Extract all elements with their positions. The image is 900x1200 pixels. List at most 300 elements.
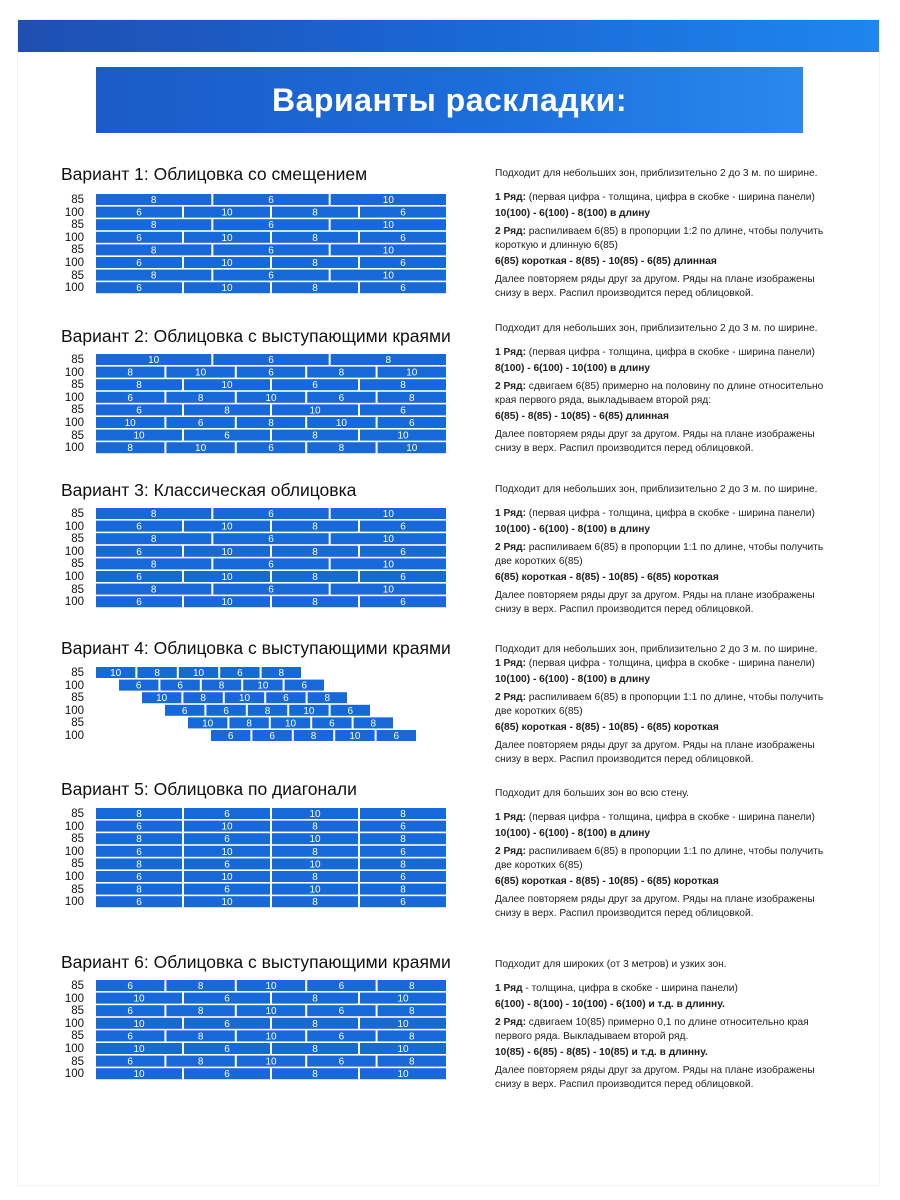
brick-thickness-label: 8 bbox=[338, 367, 345, 379]
brick-panel bbox=[213, 219, 328, 231]
row1-note bbox=[495, 191, 835, 205]
brick-panel bbox=[213, 584, 328, 596]
brick-thickness-label: 10 bbox=[221, 232, 233, 244]
brick-thickness-label: 8 bbox=[136, 380, 142, 392]
brick-thickness-label: 6 bbox=[268, 220, 274, 232]
brick-thickness-label: 6 bbox=[400, 821, 406, 833]
brick-panel bbox=[96, 871, 182, 883]
row1-note bbox=[495, 657, 835, 671]
brick-panel bbox=[307, 1005, 375, 1017]
brick-panel bbox=[360, 571, 446, 583]
row-label: 85 bbox=[71, 219, 84, 232]
row-label: 85 bbox=[71, 980, 84, 992]
brick-thickness-label: 10 bbox=[221, 821, 233, 833]
brick-thickness-label: 6 bbox=[409, 418, 415, 429]
brick-thickness-label: 6 bbox=[400, 405, 406, 417]
brick-panel bbox=[184, 282, 270, 294]
brick-thickness-label: 6 bbox=[268, 534, 274, 546]
brick-thickness-label: 6 bbox=[268, 195, 274, 206]
brick-panel bbox=[331, 244, 446, 256]
brick-thickness-label: 8 bbox=[197, 1056, 204, 1068]
brick-thickness-label: 8 bbox=[312, 872, 318, 883]
brick-thickness-label: 6 bbox=[224, 1018, 230, 1030]
brick-panel bbox=[96, 521, 182, 533]
brick-thickness-label: 10 bbox=[265, 1056, 277, 1068]
brick-panel bbox=[378, 1005, 446, 1017]
brick-panel bbox=[184, 546, 270, 558]
brick-thickness-label: 6 bbox=[224, 430, 230, 442]
brick-panel bbox=[213, 244, 328, 256]
brick-thickness-label: 10 bbox=[406, 443, 418, 455]
variant-6-description bbox=[495, 958, 835, 1092]
brick-panel bbox=[184, 808, 270, 820]
brick-panel bbox=[272, 833, 358, 845]
brick-panel bbox=[360, 884, 446, 896]
brick-panel bbox=[272, 1043, 358, 1055]
variant-3-description bbox=[495, 483, 835, 617]
variant-1-brick-diagram bbox=[90, 194, 450, 304]
row-label: 100 bbox=[64, 992, 84, 1005]
brick-thickness-label: 6 bbox=[393, 731, 400, 742]
brick-thickness-label: 6 bbox=[268, 270, 274, 282]
brick-panel bbox=[272, 808, 358, 820]
brick-thickness-label: 8 bbox=[409, 981, 415, 992]
top-accent-bar bbox=[18, 20, 879, 52]
brick-thickness-label: 6 bbox=[136, 232, 142, 244]
row2-formula: 6(85) короткая - 8(85) - 10(85) - 6(85) короткая bbox=[495, 722, 719, 733]
brick-panel bbox=[335, 730, 374, 742]
row-label: 85 bbox=[71, 379, 84, 392]
brick-thickness-label: 8 bbox=[312, 546, 318, 558]
brick-panel bbox=[183, 692, 222, 704]
brick-panel bbox=[184, 430, 270, 442]
brick-thickness-label: 8 bbox=[338, 443, 345, 455]
brick-panel bbox=[360, 596, 446, 608]
row2-label: 2 Ряд: bbox=[495, 1017, 526, 1028]
brick-panel bbox=[166, 980, 234, 992]
brick-thickness-label: 10 bbox=[133, 1044, 145, 1055]
brick-panel bbox=[360, 1043, 446, 1055]
row1-formula: 10(100) - 6(100) - 8(100) в длину bbox=[495, 524, 651, 535]
brick-thickness-label: 6 bbox=[227, 731, 234, 742]
row-label: 85 bbox=[71, 1055, 84, 1068]
row2-label: 2 Ряд: bbox=[495, 542, 526, 553]
brick-thickness-label: 6 bbox=[400, 546, 406, 558]
variant-outro: Далее повторяем ряды друг за другом. Ряды на плане изображены снизу в верх. Распил производится перед облицовкой. bbox=[495, 740, 815, 765]
variant-1-title: Вариант 1: Облицовка со смещением bbox=[61, 164, 368, 184]
brick-panel bbox=[96, 993, 182, 1005]
brick-thickness-label: 6 bbox=[136, 283, 142, 295]
brick-thickness-label: 10 bbox=[265, 392, 277, 404]
brick-panel bbox=[378, 367, 446, 379]
brick-panel bbox=[377, 730, 416, 742]
brick-panel bbox=[271, 717, 310, 729]
brick-panel bbox=[229, 717, 268, 729]
brick-thickness-label: 8 bbox=[150, 534, 157, 546]
brick-thickness-label: 8 bbox=[312, 1044, 318, 1055]
brick-thickness-label: 8 bbox=[409, 392, 415, 404]
row1-text: (первая цифра - толщина, цифра в скобке - ширина панели) bbox=[525, 658, 815, 669]
variant-4-row-labels bbox=[50, 667, 84, 743]
brick-panel bbox=[307, 1030, 375, 1042]
brick-thickness-label: 8 bbox=[370, 718, 377, 730]
brick-panel bbox=[360, 232, 446, 244]
brick-thickness-label: 6 bbox=[224, 859, 230, 871]
brick-thickness-label: 6 bbox=[135, 680, 142, 692]
brick-panel bbox=[96, 1030, 164, 1042]
variant-outro: Далее повторяем ряды друг за другом. Ряды на плане изображены снизу в верх. Распил производится перед облицовкой. bbox=[495, 1065, 815, 1090]
brick-panel bbox=[96, 884, 182, 896]
brick-panel bbox=[96, 1018, 182, 1030]
brick-panel bbox=[213, 508, 328, 520]
brick-thickness-label: 6 bbox=[224, 1044, 230, 1055]
brick-panel bbox=[360, 993, 446, 1005]
row-label: 100 bbox=[64, 820, 84, 833]
brick-panel bbox=[378, 417, 446, 429]
brick-thickness-label: 8 bbox=[150, 509, 157, 520]
brick-panel bbox=[96, 596, 182, 608]
brick-thickness-label: 8 bbox=[312, 207, 318, 219]
brick-panel bbox=[272, 1018, 358, 1030]
variant-2-description bbox=[495, 322, 835, 456]
brick-panel bbox=[307, 442, 375, 454]
row2-note bbox=[495, 225, 835, 253]
brick-panel bbox=[184, 596, 270, 608]
brick-panel bbox=[166, 1005, 234, 1017]
brick-thickness-label: 6 bbox=[136, 897, 142, 909]
brick-thickness-label: 10 bbox=[221, 597, 233, 609]
brick-thickness-label: 6 bbox=[224, 884, 230, 896]
row2-note bbox=[495, 541, 835, 569]
brick-panel bbox=[331, 533, 446, 545]
brick-thickness-label: 10 bbox=[406, 367, 418, 379]
brick-panel bbox=[331, 508, 446, 520]
brick-thickness-label: 10 bbox=[382, 559, 394, 571]
variant-4-title: Вариант 4: Облицовка с выступающими краями bbox=[61, 638, 451, 658]
variant-intro: Подходит для небольших зон, приблизительно 2 до 3 м. по ширине. bbox=[495, 644, 818, 655]
row-label: 100 bbox=[64, 366, 84, 379]
brick-thickness-label: 10 bbox=[265, 1031, 277, 1043]
brick-panel bbox=[272, 232, 358, 244]
brick-thickness-label: 6 bbox=[136, 846, 142, 858]
brick-panel bbox=[184, 521, 270, 533]
brick-thickness-label: 10 bbox=[309, 884, 321, 896]
brick-panel bbox=[272, 884, 358, 896]
brick-thickness-label: 8 bbox=[150, 220, 157, 232]
row1-label: 1 Ряд: bbox=[495, 192, 526, 203]
brick-panel bbox=[252, 730, 291, 742]
brick-panel bbox=[96, 404, 182, 416]
brick-panel bbox=[360, 546, 446, 558]
row1-label: 1 Ряд: bbox=[495, 658, 526, 669]
brick-panel bbox=[360, 282, 446, 294]
brick-thickness-label: 8 bbox=[312, 897, 318, 909]
page-title: Варианты раскладки: bbox=[96, 67, 803, 133]
row-label: 100 bbox=[64, 596, 84, 609]
brick-panel bbox=[184, 232, 270, 244]
brick-thickness-label: 8 bbox=[127, 443, 133, 455]
brick-panel bbox=[360, 896, 446, 908]
row1-label: 1 Ряд: bbox=[495, 508, 526, 519]
brick-panel bbox=[360, 257, 446, 269]
row-label: 85 bbox=[71, 1005, 84, 1018]
brick-thickness-label: 6 bbox=[127, 1056, 133, 1068]
brick-panel bbox=[243, 680, 282, 692]
row1-note bbox=[495, 507, 835, 521]
brick-panel bbox=[294, 730, 333, 742]
brick-thickness-label: 6 bbox=[177, 680, 183, 692]
brick-panel bbox=[360, 833, 446, 845]
row2-formula: 6(85) короткая - 8(85) - 10(85) - 6(85) короткая bbox=[495, 876, 719, 887]
variant-5-row-labels bbox=[50, 808, 84, 909]
brick-thickness-label: 10 bbox=[265, 1006, 277, 1018]
brick-thickness-label: 8 bbox=[312, 821, 318, 833]
brick-panel bbox=[272, 821, 358, 833]
brick-thickness-label: 8 bbox=[136, 834, 142, 846]
brick-panel bbox=[96, 584, 211, 596]
brick-thickness-label: 6 bbox=[127, 981, 133, 992]
brick-thickness-label: 8 bbox=[136, 859, 142, 871]
brick-thickness-label: 6 bbox=[268, 584, 274, 596]
brick-panel bbox=[96, 571, 182, 583]
brick-panel bbox=[272, 871, 358, 883]
brick-thickness-label: 8 bbox=[200, 693, 206, 705]
row-label: 85 bbox=[71, 858, 84, 871]
brick-panel bbox=[307, 1056, 375, 1068]
brick-panel bbox=[166, 392, 234, 404]
brick-panel bbox=[166, 442, 234, 454]
brick-panel bbox=[307, 980, 375, 992]
row-label: 100 bbox=[64, 704, 84, 717]
row-label: 85 bbox=[71, 883, 84, 896]
variant-6-title: Вариант 6: Облицовка с выступающими краями bbox=[61, 952, 451, 972]
brick-panel bbox=[202, 680, 241, 692]
brick-panel bbox=[96, 1043, 182, 1055]
brick-thickness-label: 10 bbox=[133, 1069, 145, 1081]
variant-5-title: Вариант 5: Облицовка по диагонали bbox=[61, 779, 357, 799]
brick-panel bbox=[272, 430, 358, 442]
brick-thickness-label: 8 bbox=[310, 731, 317, 742]
row-label: 85 bbox=[71, 244, 84, 257]
brick-thickness-label: 8 bbox=[264, 705, 271, 717]
brick-panel bbox=[237, 1030, 305, 1042]
brick-thickness-label: 10 bbox=[202, 718, 214, 730]
brick-thickness-label: 6 bbox=[400, 572, 406, 583]
row-label: 85 bbox=[71, 269, 84, 282]
brick-panel bbox=[225, 692, 264, 704]
brick-panel bbox=[312, 717, 351, 729]
brick-thickness-label: 6 bbox=[224, 1069, 230, 1081]
brick-panel bbox=[184, 858, 270, 870]
brick-thickness-label: 6 bbox=[268, 245, 274, 257]
row1-text: (первая цифра - толщина, цифра в скобке - ширина панели) bbox=[525, 812, 815, 823]
row2-label: 2 Ряд: bbox=[495, 226, 526, 237]
brick-panel bbox=[188, 717, 227, 729]
row-label: 100 bbox=[64, 845, 84, 858]
row-label: 100 bbox=[64, 1042, 84, 1055]
brick-panel bbox=[166, 1056, 234, 1068]
brick-panel bbox=[248, 705, 287, 717]
row-label: 85 bbox=[71, 533, 84, 546]
variant-5-description bbox=[495, 787, 835, 921]
brick-panel bbox=[360, 846, 446, 858]
brick-thickness-label: 8 bbox=[150, 195, 157, 206]
brick-thickness-label: 10 bbox=[257, 680, 269, 692]
brick-panel bbox=[184, 1068, 270, 1080]
brick-panel bbox=[211, 730, 250, 742]
variant-intro: Подходит для широких (от 3 метров) и узких зон. bbox=[495, 959, 727, 970]
brick-panel bbox=[96, 546, 182, 558]
brick-panel bbox=[96, 1005, 164, 1017]
brick-thickness-label: 8 bbox=[312, 430, 318, 442]
brick-thickness-label: 8 bbox=[409, 1056, 415, 1068]
brick-thickness-label: 8 bbox=[268, 418, 274, 429]
row2-note bbox=[495, 845, 835, 873]
brick-panel bbox=[213, 354, 328, 366]
brick-thickness-label: 8 bbox=[312, 521, 318, 533]
brick-thickness-label: 8 bbox=[127, 367, 133, 379]
brick-thickness-label: 6 bbox=[224, 834, 230, 846]
row1-note bbox=[495, 811, 835, 825]
brick-thickness-label: 8 bbox=[312, 597, 318, 609]
brick-thickness-label: 6 bbox=[268, 367, 274, 379]
brick-thickness-label: 10 bbox=[221, 872, 233, 883]
brick-panel bbox=[378, 1030, 446, 1042]
brick-panel bbox=[272, 379, 358, 391]
brick-panel bbox=[166, 417, 234, 429]
brick-panel bbox=[272, 571, 358, 583]
brick-thickness-label: 8 bbox=[400, 859, 406, 871]
brick-thickness-label: 6 bbox=[268, 355, 274, 366]
variant-outro: Далее повторяем ряды друг за другом. Ряды на плане изображены снизу в верх. Распил производится перед облицовкой. bbox=[495, 590, 815, 615]
brick-panel bbox=[307, 417, 375, 429]
row1-label: 1 Ряд bbox=[495, 983, 523, 994]
row1-formula: 6(100) - 8(100) - 10(100) - 6(100) и т.д. в длинну. bbox=[495, 999, 725, 1010]
brick-thickness-label: 8 bbox=[400, 884, 406, 896]
row-label: 85 bbox=[71, 692, 84, 705]
brick-thickness-label: 10 bbox=[382, 534, 394, 546]
brick-thickness-label: 6 bbox=[136, 405, 142, 417]
brick-thickness-label: 10 bbox=[284, 718, 297, 730]
brick-thickness-label: 10 bbox=[148, 355, 160, 366]
variant-intro: Подходит для больших зон во всю стену. bbox=[495, 788, 689, 799]
brick-thickness-label: 8 bbox=[150, 245, 157, 257]
brick-thickness-label: 10 bbox=[221, 546, 233, 558]
brick-panel bbox=[96, 808, 182, 820]
brick-panel bbox=[272, 207, 358, 219]
brick-panel bbox=[96, 379, 182, 391]
brick-panel bbox=[331, 584, 446, 596]
brick-thickness-label: 8 bbox=[312, 258, 318, 269]
brick-thickness-label: 6 bbox=[338, 392, 345, 404]
variant-3-title: Вариант 3: Классическая облицовка bbox=[61, 480, 357, 500]
brick-thickness-label: 8 bbox=[312, 232, 318, 244]
brick-panel bbox=[308, 692, 347, 704]
brick-panel bbox=[96, 367, 164, 379]
brick-panel bbox=[272, 993, 358, 1005]
brick-thickness-label: 8 bbox=[246, 718, 252, 730]
row-label: 85 bbox=[71, 558, 84, 571]
brick-thickness-label: 10 bbox=[397, 1069, 409, 1081]
brick-thickness-label: 10 bbox=[221, 207, 233, 219]
brick-thickness-label: 6 bbox=[136, 521, 142, 533]
variant-intro: Подходит для небольших зон, приблизительно 2 до 3 м. по ширине. bbox=[495, 168, 818, 179]
brick-panel bbox=[184, 833, 270, 845]
variant-2-brick-diagram bbox=[90, 354, 450, 464]
brick-thickness-label: 8 bbox=[224, 405, 230, 417]
variant-6-row-labels bbox=[50, 980, 84, 1081]
brick-thickness-label: 8 bbox=[278, 668, 285, 679]
brick-thickness-label: 8 bbox=[197, 981, 204, 992]
row-label: 100 bbox=[64, 679, 84, 692]
row-label: 100 bbox=[64, 729, 84, 742]
brick-thickness-label: 6 bbox=[400, 283, 406, 295]
brick-thickness-label: 6 bbox=[127, 392, 133, 404]
brick-panel bbox=[272, 546, 358, 558]
brick-thickness-label: 10 bbox=[192, 668, 205, 679]
brick-panel bbox=[360, 808, 446, 820]
variant-outro: Далее повторяем ряды друг за другом. Ряды на плане изображены снизу в верх. Распил производится перед облицовкой. bbox=[495, 429, 815, 454]
brick-thickness-label: 6 bbox=[400, 597, 406, 609]
row-label: 85 bbox=[71, 583, 84, 596]
brick-panel bbox=[237, 392, 305, 404]
row-label: 100 bbox=[64, 231, 84, 244]
brick-thickness-label: 8 bbox=[385, 355, 392, 366]
brick-thickness-label: 8 bbox=[150, 584, 157, 596]
row-label: 100 bbox=[64, 256, 84, 269]
brick-panel bbox=[220, 667, 259, 679]
brick-thickness-label: 8 bbox=[197, 1031, 204, 1043]
brick-panel bbox=[213, 533, 328, 545]
brick-thickness-label: 8 bbox=[312, 572, 318, 583]
brick-thickness-label: 6 bbox=[237, 668, 243, 679]
brick-panel bbox=[272, 521, 358, 533]
brick-thickness-label: 6 bbox=[400, 521, 406, 533]
brick-panel bbox=[272, 282, 358, 294]
brick-panel bbox=[184, 257, 270, 269]
variant-outro: Далее повторяем ряды друг за другом. Ряды на плане изображены снизу в верх. Распил производится перед облицовкой. bbox=[495, 894, 815, 919]
brick-panel bbox=[96, 821, 182, 833]
row-label: 85 bbox=[71, 717, 84, 730]
brick-panel bbox=[331, 270, 446, 282]
brick-thickness-label: 6 bbox=[127, 1031, 133, 1043]
brick-thickness-label: 6 bbox=[312, 380, 318, 392]
brick-panel bbox=[96, 194, 211, 206]
brick-thickness-label: 10 bbox=[335, 418, 347, 429]
row-label: 100 bbox=[64, 896, 84, 909]
brick-thickness-label: 6 bbox=[400, 207, 406, 219]
brick-thickness-label: 8 bbox=[312, 1069, 318, 1081]
brick-panel bbox=[96, 833, 182, 845]
brick-thickness-label: 10 bbox=[110, 668, 122, 679]
brick-thickness-label: 10 bbox=[221, 258, 233, 269]
brick-panel bbox=[96, 232, 182, 244]
brick-thickness-label: 10 bbox=[221, 283, 233, 295]
brick-panel bbox=[331, 219, 446, 231]
brick-thickness-label: 10 bbox=[309, 834, 321, 846]
brick-thickness-label: 8 bbox=[218, 680, 225, 692]
brick-thickness-label: 10 bbox=[195, 443, 207, 455]
brick-thickness-label: 6 bbox=[268, 559, 274, 571]
brick-panel bbox=[378, 392, 446, 404]
brick-thickness-label: 6 bbox=[283, 693, 289, 705]
row-label: 100 bbox=[64, 1068, 84, 1081]
row2-text: сдвигаем 6(85) примерно на половину по длине относительно края первого ряда, выкладываем второй ряд: bbox=[495, 381, 824, 406]
brick-thickness-label: 8 bbox=[136, 809, 142, 820]
brick-panel bbox=[96, 558, 211, 570]
brick-panel bbox=[96, 442, 164, 454]
row1-note bbox=[495, 346, 835, 360]
